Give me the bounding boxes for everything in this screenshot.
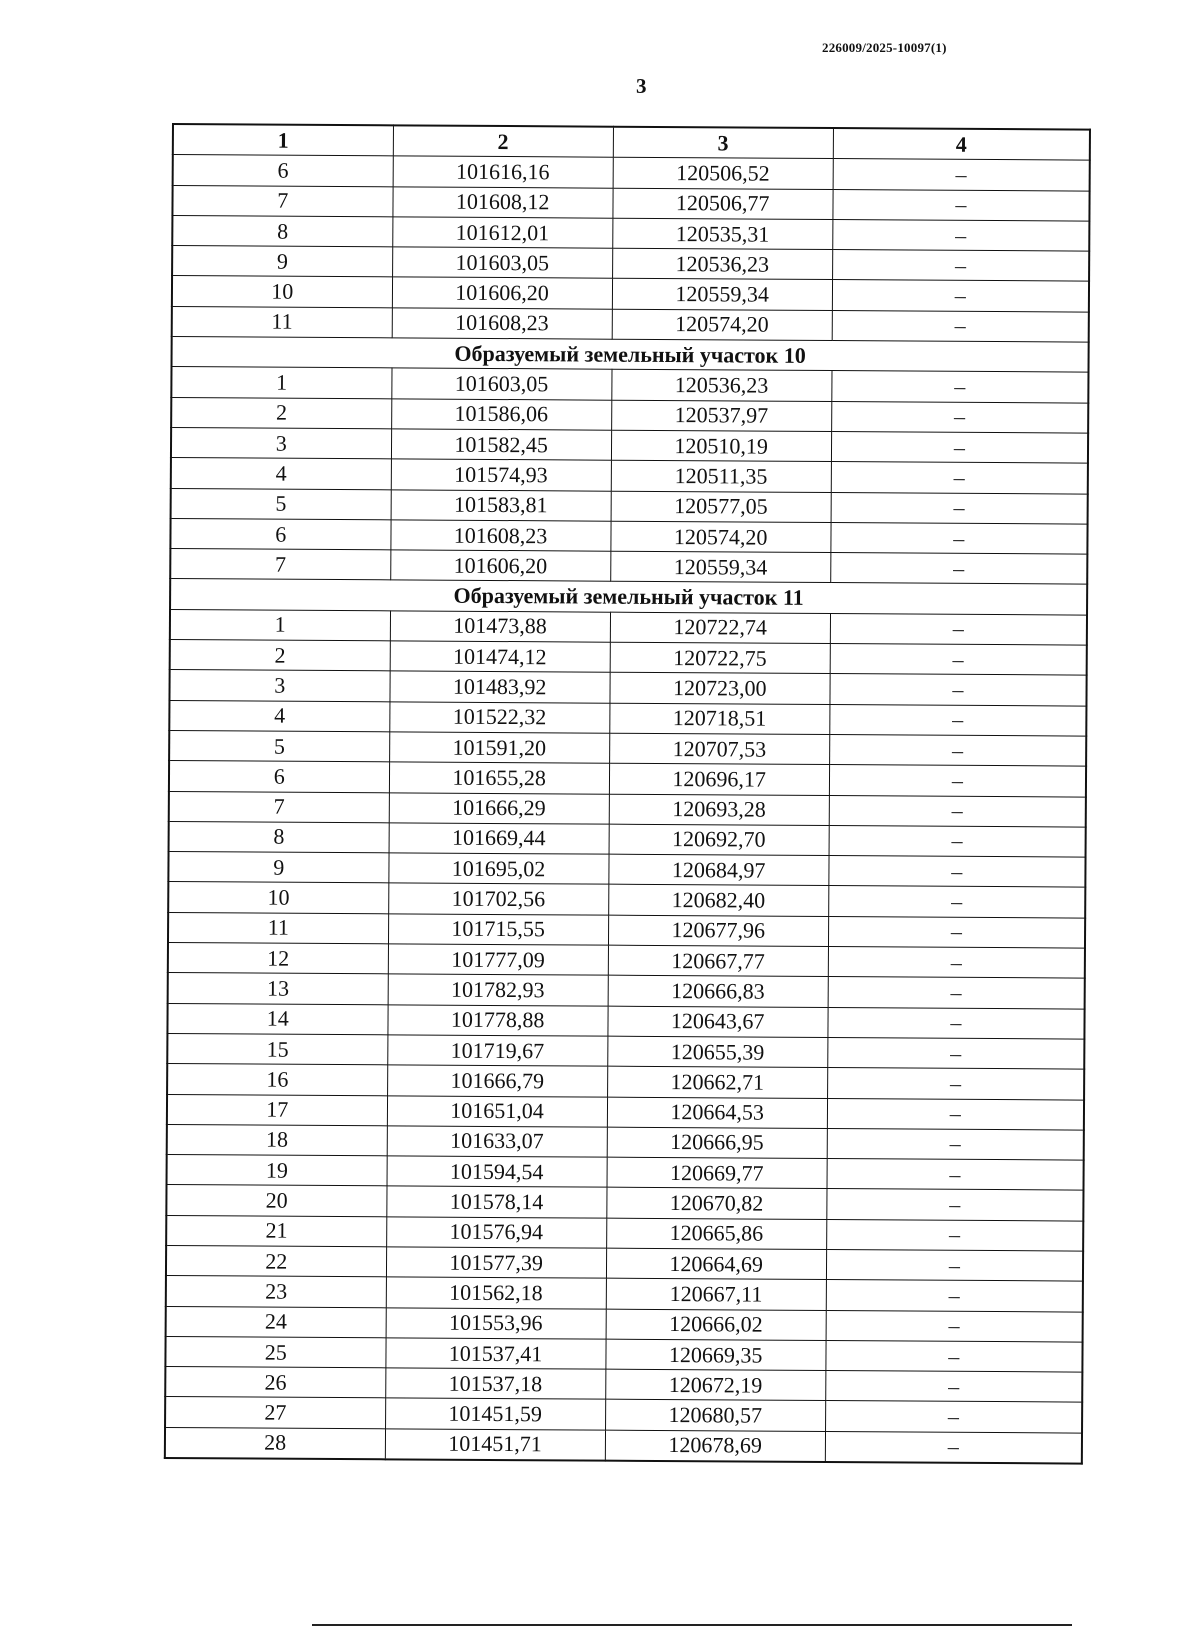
- col4-cell: –: [830, 613, 1087, 645]
- x-coordinate-cell: 101608,23: [390, 520, 610, 552]
- x-coordinate-cell: 101606,20: [392, 277, 612, 309]
- y-coordinate-cell: 120707,53: [609, 733, 829, 765]
- col4-cell: –: [827, 1159, 1084, 1191]
- col4-cell: –: [827, 1098, 1084, 1130]
- col4-cell: –: [833, 189, 1090, 221]
- col4-cell: –: [829, 825, 1086, 857]
- y-coordinate-cell: 120670,82: [606, 1188, 826, 1220]
- x-coordinate-cell: 101612,01: [392, 217, 612, 249]
- col4-cell: –: [828, 886, 1085, 918]
- col4-cell: –: [825, 1371, 1082, 1403]
- point-number-cell: 7: [172, 185, 392, 217]
- point-number-cell: 10: [172, 276, 392, 308]
- col4-cell: –: [828, 1007, 1085, 1039]
- col4-cell: –: [827, 1037, 1084, 1069]
- x-coordinate-cell: 101666,79: [387, 1065, 607, 1097]
- col4-cell: –: [826, 1250, 1083, 1282]
- point-number-cell: 3: [171, 427, 391, 459]
- col4-cell: –: [833, 159, 1090, 191]
- y-coordinate-cell: 120667,11: [606, 1278, 826, 1310]
- point-number-cell: 26: [165, 1367, 385, 1399]
- point-number-cell: 28: [165, 1427, 385, 1459]
- x-coordinate-cell: 101606,20: [390, 550, 610, 582]
- x-coordinate-cell: 101582,45: [391, 429, 611, 461]
- point-number-cell: 25: [165, 1336, 385, 1368]
- header-cell-3: 3: [613, 127, 833, 159]
- x-coordinate-cell: 101719,67: [387, 1035, 607, 1067]
- x-coordinate-cell: 101603,05: [391, 368, 611, 400]
- col4-cell: –: [825, 1401, 1082, 1433]
- y-coordinate-cell: 120510,19: [611, 430, 831, 462]
- scan-edge-line: [312, 1624, 1072, 1626]
- col4-cell: –: [831, 432, 1088, 464]
- point-number-cell: 21: [166, 1215, 386, 1247]
- y-coordinate-cell: 120666,02: [606, 1309, 826, 1341]
- y-coordinate-cell: 120664,69: [606, 1248, 826, 1280]
- x-coordinate-cell: 101537,41: [385, 1338, 605, 1370]
- point-number-cell: 6: [169, 761, 389, 793]
- y-coordinate-cell: 120677,96: [608, 915, 828, 947]
- col4-cell: –: [830, 704, 1087, 736]
- point-number-cell: 15: [167, 1033, 387, 1065]
- header-cell-4: 4: [833, 128, 1090, 160]
- y-coordinate-cell: 120667,77: [608, 945, 828, 977]
- y-coordinate-cell: 120680,57: [605, 1400, 825, 1432]
- x-coordinate-cell: 101553,96: [386, 1307, 606, 1339]
- y-coordinate-cell: 120684,97: [609, 854, 829, 886]
- x-coordinate-cell: 101451,71: [385, 1429, 605, 1461]
- point-number-cell: 10: [168, 882, 388, 914]
- x-coordinate-cell: 101616,16: [393, 156, 613, 188]
- col4-cell: –: [829, 856, 1086, 888]
- col4-cell: –: [831, 401, 1088, 433]
- coordinates-table: [164, 123, 1091, 1465]
- col4-cell: –: [830, 553, 1087, 585]
- point-number-cell: 16: [167, 1064, 387, 1096]
- point-number-cell: 7: [170, 549, 390, 581]
- col4-cell: –: [831, 462, 1088, 494]
- y-coordinate-cell: 120662,71: [607, 1066, 827, 1098]
- point-number-cell: 4: [169, 700, 389, 732]
- x-coordinate-cell: 101578,14: [386, 1186, 606, 1218]
- point-number-cell: 6: [170, 518, 390, 550]
- y-coordinate-cell: 120692,70: [609, 824, 829, 856]
- y-coordinate-cell: 120577,05: [611, 491, 831, 523]
- col4-cell: –: [828, 947, 1085, 979]
- col4-cell: –: [827, 1128, 1084, 1160]
- table-row: [165, 1427, 1082, 1463]
- point-number-cell: 1: [170, 609, 390, 641]
- x-coordinate-cell: 101669,44: [389, 823, 609, 855]
- x-coordinate-cell: 101695,02: [388, 853, 608, 885]
- point-number-cell: 11: [168, 912, 388, 944]
- header-cell-2: 2: [393, 125, 613, 157]
- point-number-cell: 11: [172, 306, 392, 338]
- col4-cell: –: [829, 795, 1086, 827]
- point-number-cell: 18: [167, 1124, 387, 1156]
- table-body: [165, 155, 1090, 1464]
- x-coordinate-cell: 101562,18: [386, 1277, 606, 1309]
- point-number-cell: 9: [172, 246, 392, 278]
- point-number-cell: 27: [165, 1397, 385, 1429]
- y-coordinate-cell: 120722,74: [610, 612, 830, 644]
- col4-cell: –: [829, 734, 1086, 766]
- point-number-cell: 2: [170, 640, 390, 672]
- point-number-cell: 2: [171, 397, 391, 429]
- col4-cell: –: [832, 219, 1089, 251]
- col4-cell: –: [826, 1219, 1083, 1251]
- point-number-cell: 6: [173, 155, 393, 187]
- y-coordinate-cell: 120506,52: [613, 157, 833, 189]
- point-number-cell: 13: [168, 973, 388, 1005]
- col4-cell: –: [826, 1340, 1083, 1372]
- point-number-cell: 8: [169, 821, 389, 853]
- col4-cell: –: [832, 310, 1089, 342]
- document-id: 226009/2025-10097(1): [822, 40, 947, 55]
- x-coordinate-cell: 101451,59: [385, 1398, 605, 1430]
- point-number-cell: 24: [166, 1306, 386, 1338]
- x-coordinate-cell: 101537,18: [385, 1368, 605, 1400]
- y-coordinate-cell: 120723,00: [610, 673, 830, 705]
- col4-cell: –: [832, 250, 1089, 282]
- y-coordinate-cell: 120643,67: [608, 1006, 828, 1038]
- y-coordinate-cell: 120666,95: [607, 1127, 827, 1159]
- header-cell-1: 1: [173, 124, 393, 156]
- y-coordinate-cell: 120537,97: [611, 400, 831, 432]
- x-coordinate-cell: 101778,88: [388, 1004, 608, 1036]
- y-coordinate-cell: 120536,23: [611, 370, 831, 402]
- point-number-cell: 3: [169, 670, 389, 702]
- col4-cell: –: [827, 1068, 1084, 1100]
- x-coordinate-cell: 101594,54: [387, 1156, 607, 1188]
- y-coordinate-cell: 120511,35: [611, 460, 831, 492]
- y-coordinate-cell: 120535,31: [612, 218, 832, 250]
- x-coordinate-cell: 101655,28: [389, 762, 609, 794]
- x-coordinate-cell: 101576,94: [386, 1217, 606, 1249]
- section-title: Образуемый земельный участок 10: [172, 337, 1089, 373]
- x-coordinate-cell: 101702,56: [388, 883, 608, 915]
- point-number-cell: 5: [171, 488, 391, 520]
- point-number-cell: 4: [171, 458, 391, 490]
- y-coordinate-cell: 120682,40: [608, 885, 828, 917]
- y-coordinate-cell: 120574,20: [612, 309, 832, 341]
- col4-cell: –: [826, 1310, 1083, 1342]
- x-coordinate-cell: 101715,55: [388, 914, 608, 946]
- x-coordinate-cell: 101608,23: [392, 308, 612, 340]
- col4-cell: –: [828, 977, 1085, 1009]
- x-coordinate-cell: 101603,05: [392, 247, 612, 279]
- col4-cell: –: [831, 522, 1088, 554]
- col4-cell: –: [829, 765, 1086, 797]
- col4-cell: –: [827, 1189, 1084, 1221]
- col4-cell: –: [828, 916, 1085, 948]
- x-coordinate-cell: 101483,92: [390, 671, 610, 703]
- col4-cell: –: [830, 674, 1087, 706]
- point-number-cell: 23: [166, 1276, 386, 1308]
- y-coordinate-cell: 120722,75: [610, 642, 830, 674]
- section-title: Образуемый земельный участок 11: [170, 579, 1087, 615]
- point-number-cell: 5: [169, 730, 389, 762]
- x-coordinate-cell: 101473,88: [390, 611, 610, 643]
- x-coordinate-cell: 101574,93: [391, 459, 611, 491]
- y-coordinate-cell: 120559,34: [610, 551, 830, 583]
- point-number-cell: 20: [166, 1185, 386, 1217]
- y-coordinate-cell: 120666,83: [608, 975, 828, 1007]
- y-coordinate-cell: 120574,20: [611, 521, 831, 553]
- x-coordinate-cell: 101591,20: [389, 732, 609, 764]
- x-coordinate-cell: 101782,93: [388, 974, 608, 1006]
- col4-cell: –: [832, 371, 1089, 403]
- col4-cell: –: [825, 1431, 1082, 1463]
- x-coordinate-cell: 101522,32: [389, 701, 609, 733]
- point-number-cell: 1: [171, 367, 391, 399]
- y-coordinate-cell: 120559,34: [612, 279, 832, 311]
- x-coordinate-cell: 101777,09: [388, 944, 608, 976]
- y-coordinate-cell: 120678,69: [605, 1430, 825, 1462]
- point-number-cell: 8: [172, 215, 392, 247]
- col4-cell: –: [830, 644, 1087, 676]
- y-coordinate-cell: 120506,77: [613, 188, 833, 220]
- y-coordinate-cell: 120672,19: [605, 1369, 825, 1401]
- x-coordinate-cell: 101586,06: [391, 399, 611, 431]
- point-number-cell: 12: [168, 943, 388, 975]
- x-coordinate-cell: 101474,12: [390, 641, 610, 673]
- x-coordinate-cell: 101651,04: [387, 1095, 607, 1127]
- col4-cell: –: [832, 280, 1089, 312]
- y-coordinate-cell: 120665,86: [606, 1218, 826, 1250]
- point-number-cell: 14: [167, 1003, 387, 1035]
- point-number-cell: 17: [167, 1094, 387, 1126]
- y-coordinate-cell: 120655,39: [607, 1036, 827, 1068]
- x-coordinate-cell: 101633,07: [387, 1126, 607, 1158]
- y-coordinate-cell: 120693,28: [609, 794, 829, 826]
- y-coordinate-cell: 120669,77: [607, 1157, 827, 1189]
- point-number-cell: 7: [169, 791, 389, 823]
- y-coordinate-cell: 120664,53: [607, 1097, 827, 1129]
- y-coordinate-cell: 120669,35: [606, 1339, 826, 1371]
- col4-cell: –: [826, 1280, 1083, 1312]
- x-coordinate-cell: 101583,81: [391, 489, 611, 521]
- x-coordinate-cell: 101577,39: [386, 1247, 606, 1279]
- point-number-cell: 19: [167, 1155, 387, 1187]
- page-number: 3: [636, 74, 647, 98]
- y-coordinate-cell: 120696,17: [609, 763, 829, 795]
- point-number-cell: 9: [168, 852, 388, 884]
- col4-cell: –: [831, 492, 1088, 524]
- point-number-cell: 22: [166, 1245, 386, 1277]
- y-coordinate-cell: 120718,51: [609, 703, 829, 735]
- x-coordinate-cell: 101608,12: [393, 186, 613, 218]
- y-coordinate-cell: 120536,23: [612, 248, 832, 280]
- x-coordinate-cell: 101666,29: [389, 792, 609, 824]
